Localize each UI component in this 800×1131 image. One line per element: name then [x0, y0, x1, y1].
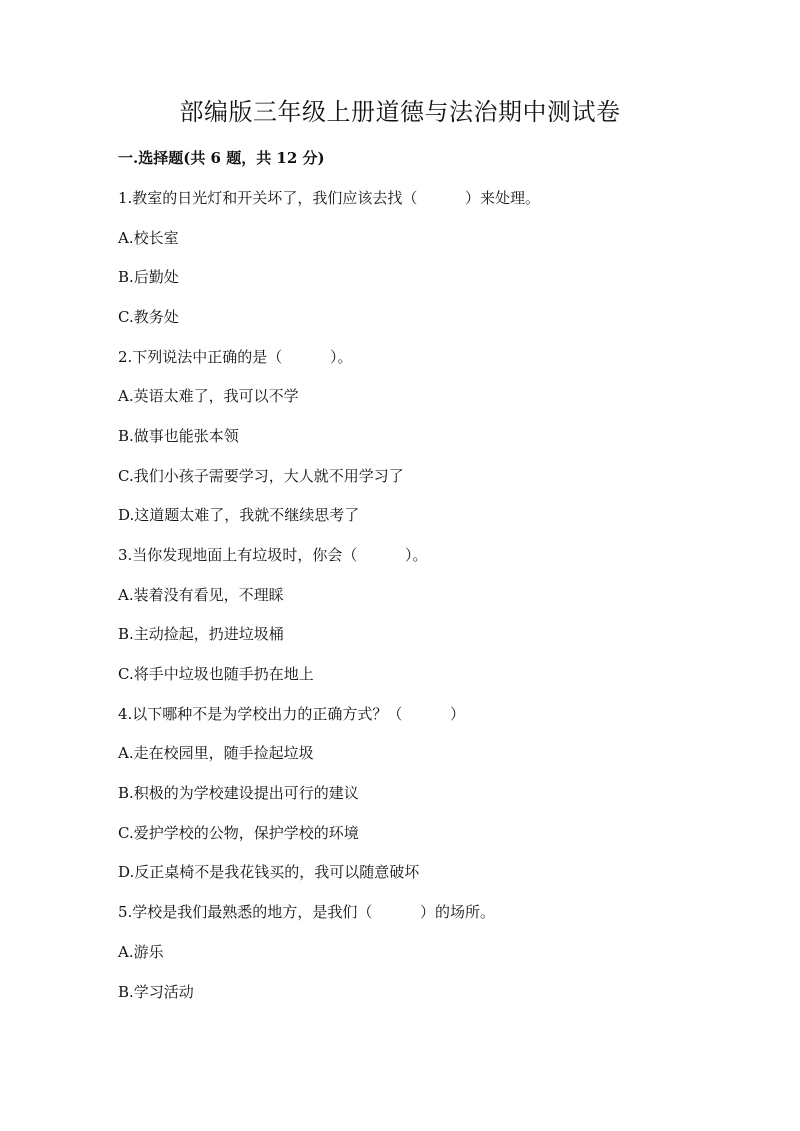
question-2-option-c: C.我们小孩子需要学习，大人就不用学习了 — [118, 467, 404, 485]
section-heading: 一.选择题(共 6 题，共 12 分) — [118, 149, 325, 167]
question-3-option-b: B.主动捡起，扔进垃圾桶 — [118, 625, 284, 643]
question-2-option-a: A.英语太难了，我可以不学 — [118, 387, 299, 405]
question-2-stem: 2.下列说法中正确的是（ ）。 — [118, 348, 353, 366]
question-4-option-b: B.积极的为学校建设提出可行的建议 — [118, 784, 359, 802]
question-1-option-a: A.校长室 — [118, 229, 179, 247]
exam-title: 部编版三年级上册道德与法治期中测试卷 — [179, 98, 621, 126]
question-5-option-b: B.学习活动 — [118, 983, 194, 1001]
question-1-stem: 1.教室的日光灯和开关坏了，我们应该去找（ ）来处理。 — [118, 189, 540, 207]
question-1-option-c: C.教务处 — [118, 308, 179, 326]
question-3-stem: 3.当你发现地面上有垃圾时，你会（ ）。 — [118, 546, 428, 564]
question-5-stem: 5.学校是我们最熟悉的地方，是我们（ ）的场所。 — [118, 903, 495, 921]
question-5-option-a: A.游乐 — [118, 943, 164, 961]
question-2-option-b: B.做事也能张本领 — [118, 427, 239, 445]
question-1-option-b: B.后勤处 — [118, 268, 179, 286]
question-4-option-d: D.反正桌椅不是我花钱买的，我可以随意破坏 — [118, 863, 420, 881]
question-2-option-d: D.这道题太难了，我就不继续思考了 — [118, 506, 360, 524]
question-3-option-a: A.装着没有看见，不理睬 — [118, 586, 284, 604]
question-3-option-c: C.将手中垃圾也随手扔在地上 — [118, 665, 314, 683]
question-4-option-a: A.走在校园里，随手捡起垃圾 — [118, 744, 314, 762]
question-4-option-c: C.爱护学校的公物，保护学校的环境 — [118, 824, 359, 842]
question-4-stem: 4.以下哪种不是为学校出力的正确方式？（ ） — [118, 705, 465, 723]
